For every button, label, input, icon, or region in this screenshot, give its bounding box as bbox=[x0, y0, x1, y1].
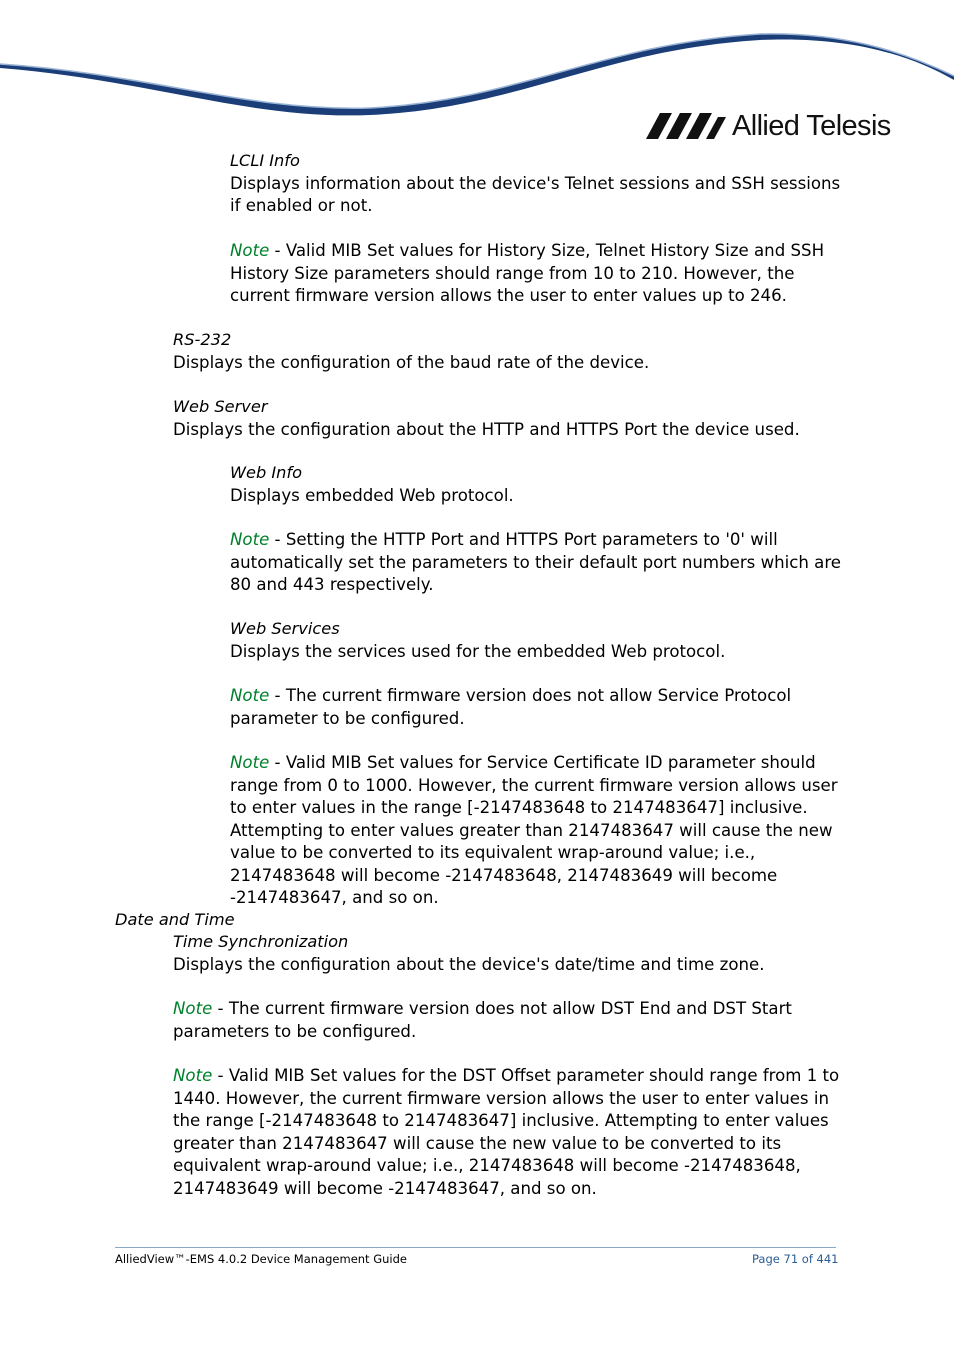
date-time-heading-block bbox=[115, 909, 841, 932]
footer-document-title: AlliedView™-EMS 4.0.2 Device Management Guide bbox=[115, 1252, 407, 1266]
web-server-heading: Web Server bbox=[173, 397, 268, 416]
web-services-note-2 bbox=[230, 752, 842, 910]
note-label: Note bbox=[230, 530, 270, 549]
lcli-info-body: Displays information about the device's Telnet sessions and SSH sessions if enabled or not. bbox=[230, 173, 841, 215]
web-services-section bbox=[230, 618, 842, 663]
note-label: Note bbox=[173, 999, 213, 1018]
web-server-section bbox=[173, 396, 841, 441]
time-sync-heading: Time Synchronization bbox=[173, 932, 349, 951]
rs232-heading: RS-232 bbox=[173, 330, 232, 349]
note-label: Note bbox=[230, 753, 270, 772]
note-label: Note bbox=[230, 241, 270, 260]
web-services-note-1 bbox=[230, 685, 842, 730]
note-text: - Valid MIB Set values for History Size, Telnet History Size and SSH History Size parameters should range from 10 to 210. However, the current firmware version allows the user to enter values up to 246. bbox=[230, 241, 825, 305]
web-services-heading: Web Services bbox=[230, 619, 340, 638]
footer-rule bbox=[115, 1247, 836, 1248]
note-label: Note bbox=[230, 686, 270, 705]
brand-name: Allied Telesis bbox=[732, 110, 891, 142]
note-label: Note bbox=[173, 1066, 213, 1085]
web-info-note bbox=[230, 529, 842, 597]
web-info-section bbox=[230, 462, 842, 507]
lcli-info-note bbox=[230, 240, 842, 308]
note-text: - Setting the HTTP Port and HTTPS Port parameters to '0' will automatically set the parameters to their default port numbers which are 80 and 443 respectively. bbox=[230, 530, 842, 594]
footer-page-number: Page 71 of 441 bbox=[752, 1252, 839, 1266]
time-sync-note-1 bbox=[173, 998, 841, 1043]
date-time-heading: Date and Time bbox=[115, 910, 235, 929]
web-services-body: Displays the services used for the embedded Web protocol. bbox=[230, 641, 726, 661]
web-server-body: Displays the configuration about the HTTP and HTTPS Port the device used. bbox=[173, 419, 800, 439]
allied-telesis-logo-icon bbox=[646, 113, 726, 139]
note-text: - The current firmware version does not allow DST End and DST Start parameters to be configured. bbox=[173, 999, 792, 1041]
time-sync-note-2 bbox=[173, 1065, 841, 1200]
time-sync-body: Displays the configuration about the device's date/time and time zone. bbox=[173, 954, 765, 974]
web-info-heading: Web Info bbox=[230, 463, 303, 482]
rs232-section bbox=[173, 329, 841, 374]
lcli-info-section bbox=[230, 150, 842, 218]
note-text: - Valid MIB Set values for the DST Offset parameter should range from 1 to 1440. However, the current firmware version allows the user to enter values in the range [-2147483648 to 2147483647] inclusive. Attempting to enter values greater than 2147483647 will cause the new value to be converted to its equivalent wrap-around value; i.e., 2147483648 will become -2147483648, 2147483649 will become -2147483647, and so on. bbox=[173, 1066, 840, 1198]
note-text: - Valid MIB Set values for Service Certificate ID parameter should range from 0 to 1000. However, the current firmware version allows user to enter values in the range [-2147483648 to 2147483647] inclusive. Attempting to enter values greater than 2147483647 will cause the new value to be converted to its equivalent wrap-around value; i.e., 2147483648 will become -2147483648, 2147483649 will become -2147483647, and so on. bbox=[230, 753, 838, 907]
web-info-body: Displays embedded Web protocol. bbox=[230, 485, 514, 505]
note-text: - The current firmware version does not allow Service Protocol parameter to be configured. bbox=[230, 686, 792, 728]
time-sync-section bbox=[173, 931, 841, 976]
rs232-body: Displays the configuration of the baud rate of the device. bbox=[173, 352, 650, 372]
lcli-info-heading: LCLI Info bbox=[230, 151, 300, 170]
allied-telesis-logo bbox=[646, 108, 891, 144]
